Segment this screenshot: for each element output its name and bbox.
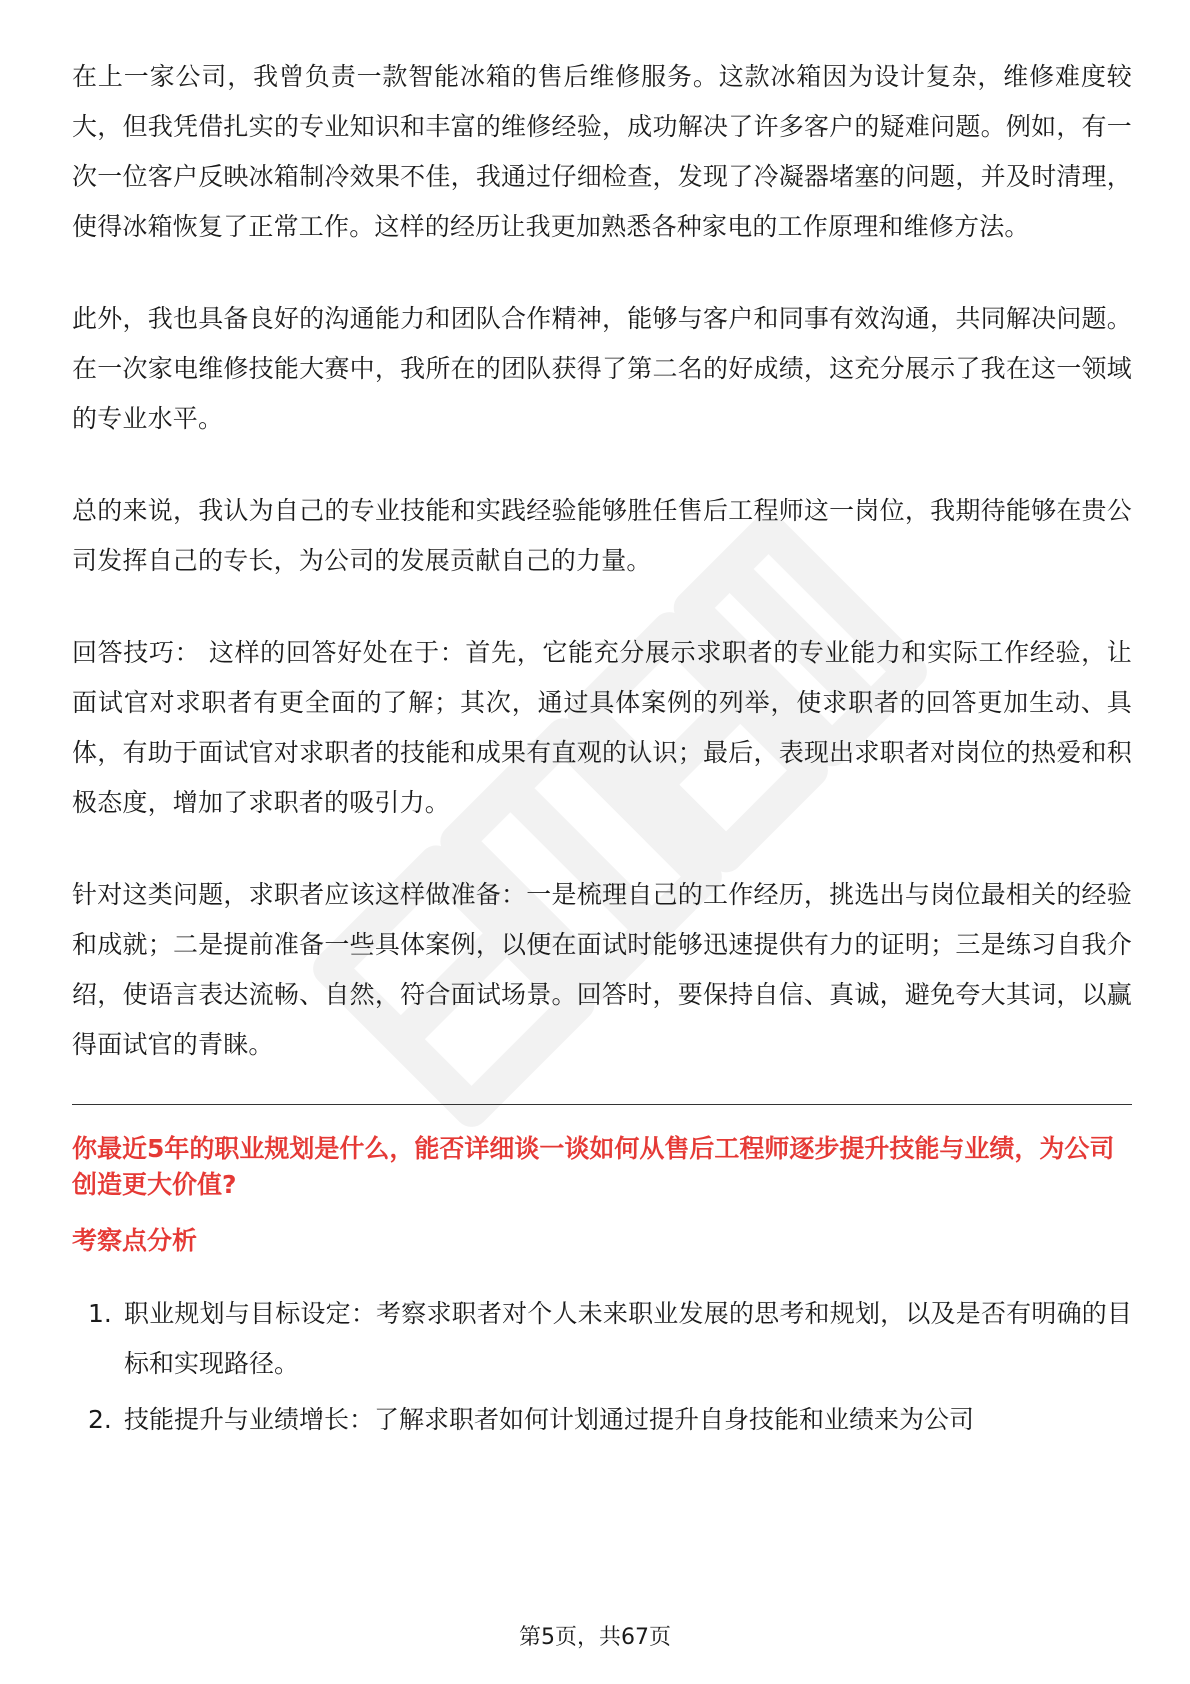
section-title: 考察点分析 — [72, 1226, 198, 1255]
analysis-list — [72, 1289, 1132, 1445]
question-heading: 你最近5年的职业规划是什么，能否详细谈一谈如何从售后工程师逐步提升技能与业绩，为公司创造更大价值? — [72, 1134, 1115, 1199]
list-item — [72, 1395, 1132, 1445]
paragraph-answer-tips: 回答技巧： 这样的回答好处在于：首先，它能充分展示求职者的专业能力和实际工作经验，让面试官对求职者有更全面的了解；其次，通过具体案例的列举，使求职者的回答更加生动、具体，有助于面试官对求职者的技能和成果有直观的认识；最后，表现出求职者对岗位的热爱和积极态度，增加了求职者的吸引力。 — [72, 638, 1132, 817]
list-item-text: 职业规划与目标设定：考察求职者对个人未来职业发展的思考和规划，以及是否有明确的目标和实现路径。 — [124, 1299, 1132, 1378]
section-divider — [72, 1104, 1132, 1105]
paragraph-summary: 总的来说，我认为自己的专业技能和实践经验能够胜任售后工程师这一岗位，我期待能够在贵公司发挥自己的专长，为公司的发展贡献自己的力量。 — [72, 496, 1132, 575]
list-item-number: 1. — [88, 1299, 112, 1328]
paragraph-preparation: 针对这类问题，求职者应该这样做准备：一是梳理自己的工作经历，挑选出与岗位最相关的经验和成就；二是提前准备一些具体案例，以便在面试时能够迅速提供有力的证明；三是练习自我介绍，使语言表达流畅、自然，符合面试场景。回答时，要保持自信、真诚，避免夸大其词，以赢得面试官的青睐。 — [72, 880, 1132, 1059]
page-footer: 第5页，共67页 — [519, 1625, 671, 1650]
list-item-number: 2. — [88, 1405, 112, 1434]
main-content — [72, 52, 1132, 1451]
list-item-text: 技能提升与业绩增长：了解求职者如何计划通过提升自身技能和业绩来为公司 — [124, 1405, 975, 1434]
list-item — [72, 1289, 1132, 1389]
paragraph-experience: 在上一家公司，我曾负责一款智能冰箱的售后维修服务。这款冰箱因为设计复杂，维修难度较大，但我凭借扎实的专业知识和丰富的维修经验，成功解决了许多客户的疑难问题。例如，有一次一位客户反映冰箱制冷效果不佳，我通过仔细检查，发现了冷凝器堵塞的问题，并及时清理，使得冰箱恢复了正常工作。这样的经历让我更加熟悉各种家电的工作原理和维修方法。 — [72, 62, 1132, 241]
paragraph-teamwork: 此外，我也具备良好的沟通能力和团队合作精神，能够与客户和同事有效沟通，共同解决问题。在一次家电维修技能大赛中，我所在的团队获得了第二名的好成绩，这充分展示了我在这一领域的专业水平。 — [72, 304, 1132, 433]
